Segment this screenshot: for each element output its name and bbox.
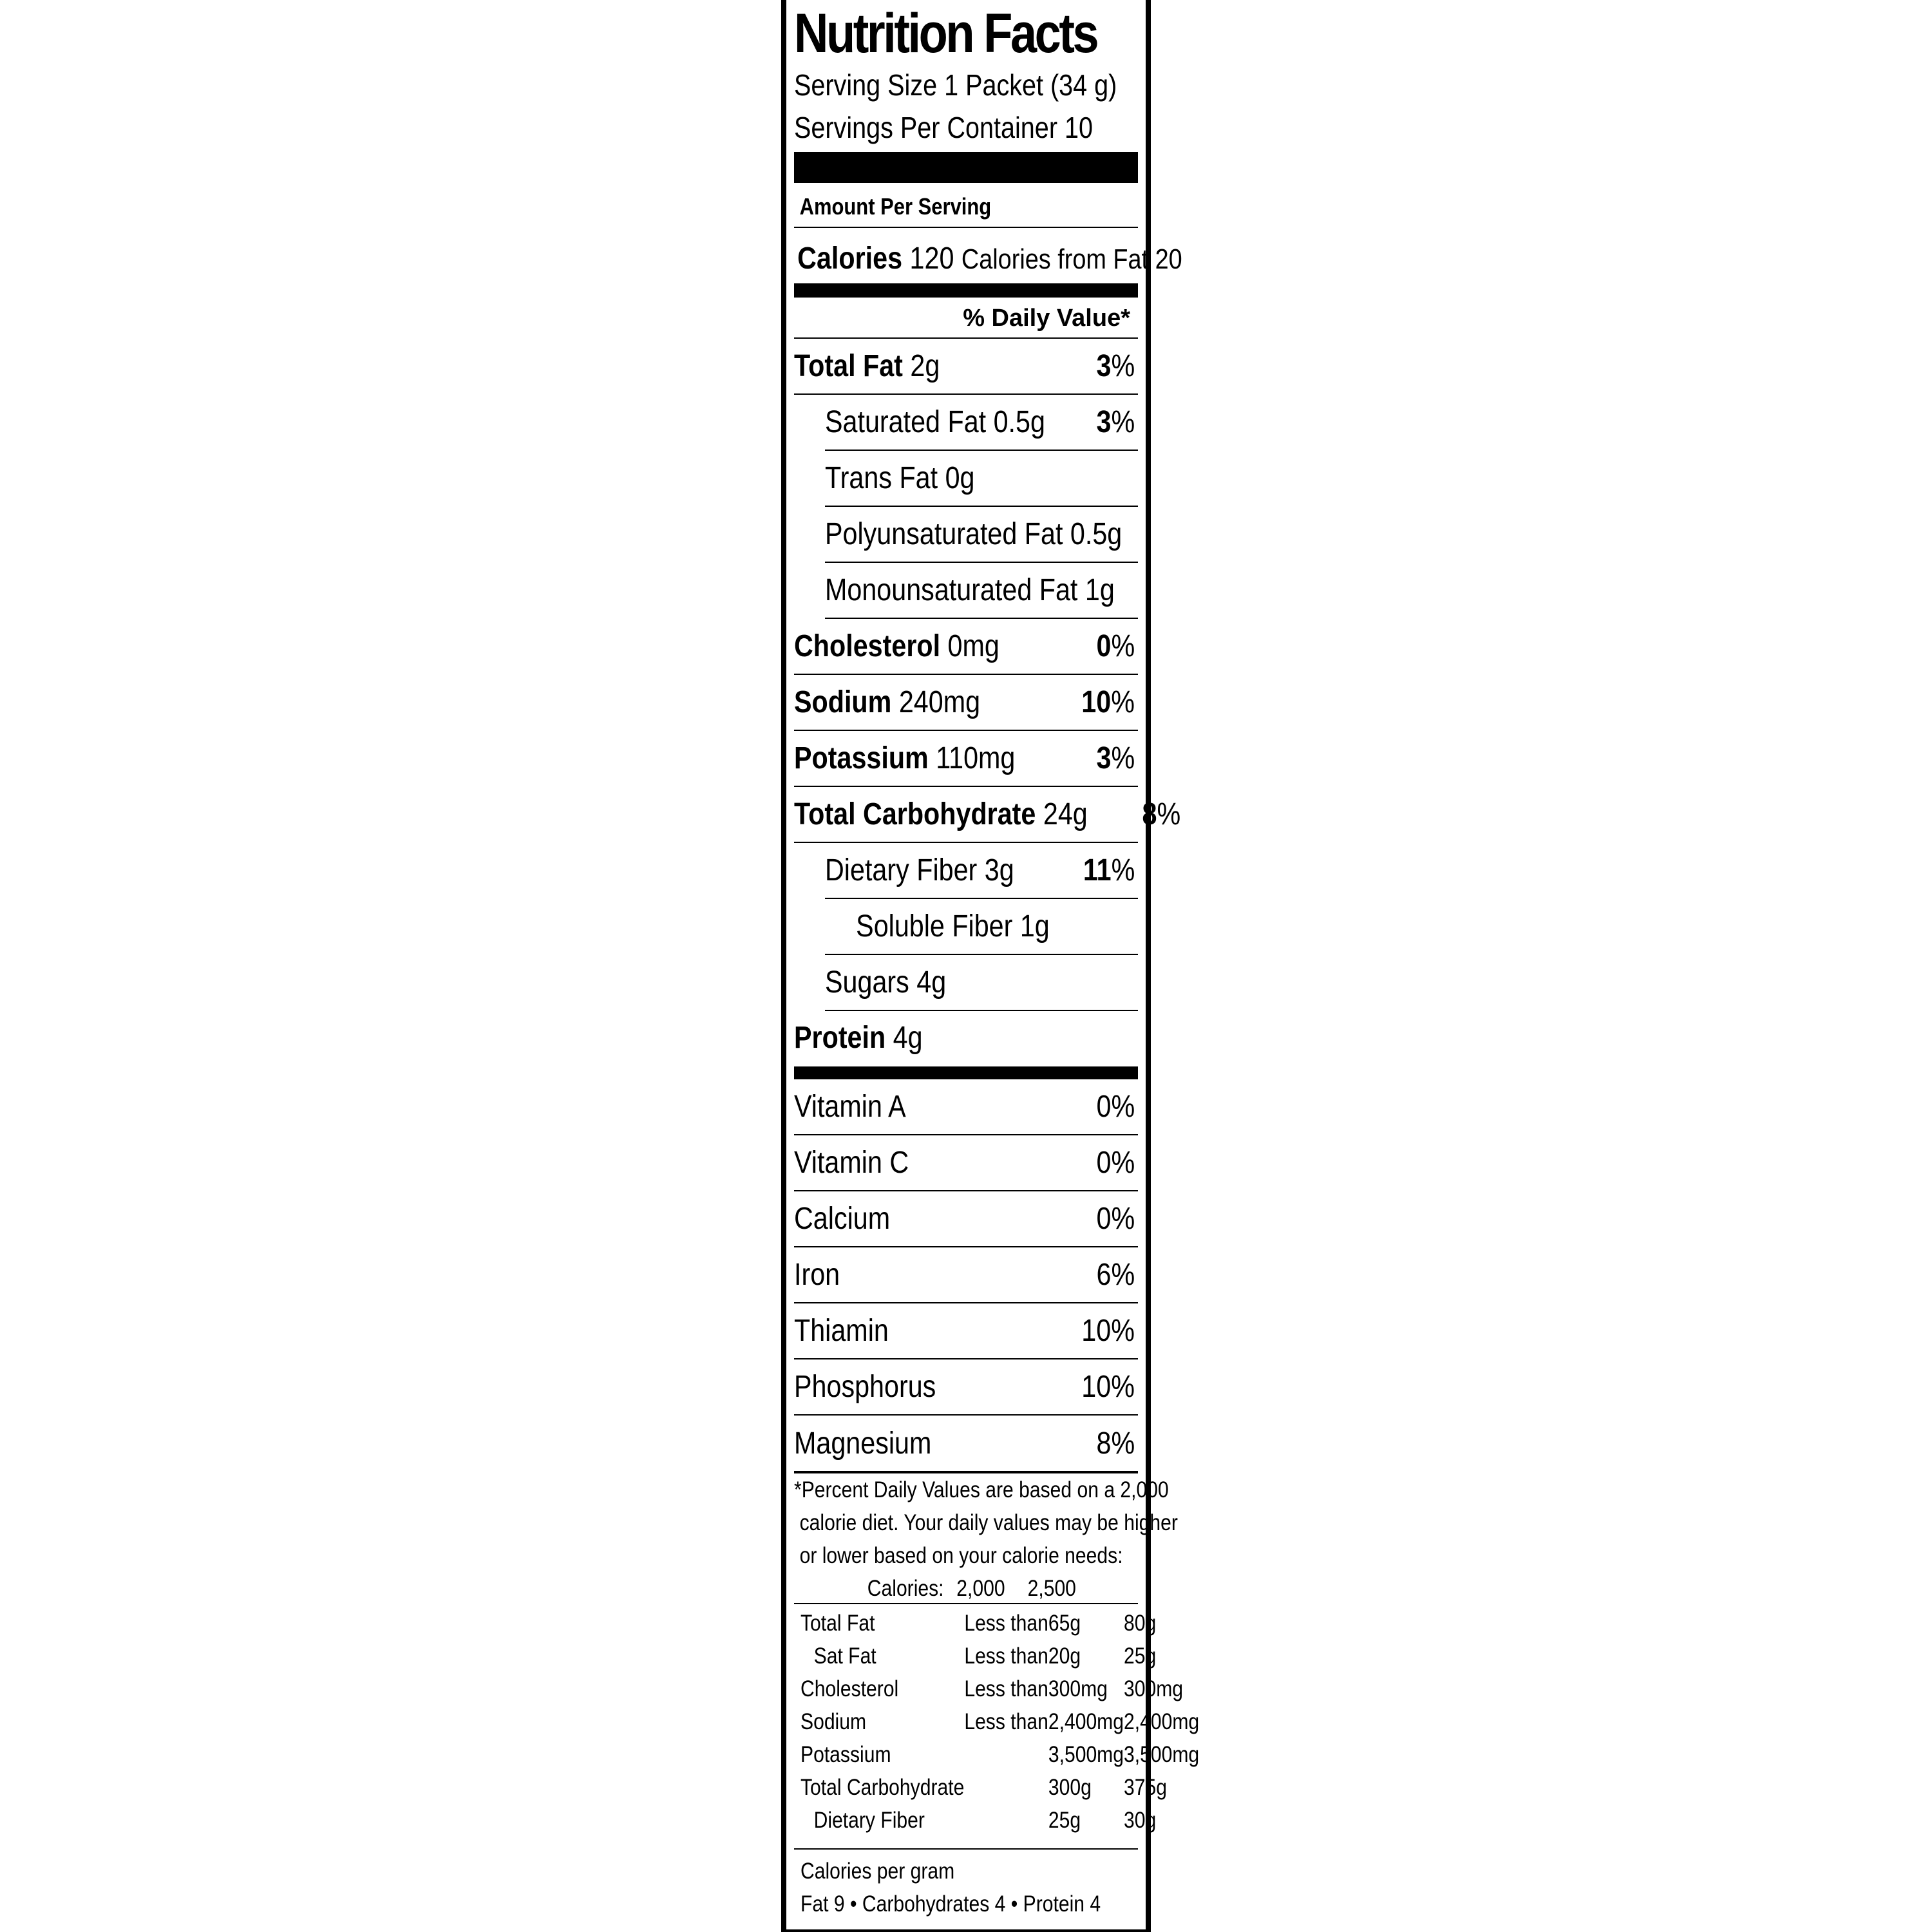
calories-value: 120 bbox=[909, 242, 954, 276]
vitamin-row-magnesium: Magnesium 8% bbox=[794, 1416, 1138, 1473]
nutrient-row-sodium: Sodium 240mg 10% bbox=[794, 675, 1138, 731]
vitamin-row-a: Vitamin A 0% bbox=[794, 1079, 1138, 1135]
nutrient-row-soluble-fiber: Soluble Fiber 1g bbox=[825, 899, 1138, 955]
daily-value-header: % Daily Value* bbox=[794, 299, 1138, 339]
nutrient-row-monounsaturated-fat: Monounsaturated Fat 1g bbox=[825, 563, 1138, 619]
dv-table-row: Cholesterol Less than 300mg 300mg bbox=[800, 1676, 1184, 1701]
nutrient-row-dietary-fiber: Dietary Fiber 3g 11% bbox=[825, 843, 1138, 899]
nutrient-row-cholesterol: Cholesterol 0mg 0% bbox=[794, 619, 1138, 675]
dv-table-row: Potassium 3,500mg 3,500mg bbox=[800, 1741, 1200, 1767]
dv-table-row: Total Fat Less than 65g 80g bbox=[800, 1610, 1157, 1636]
footnote-line-1: *Percent Daily Values are based on a 2,000 bbox=[794, 1477, 1169, 1502]
vitamin-row-iron: Iron 6% bbox=[794, 1247, 1138, 1303]
nutrient-row-trans-fat: Trans Fat 0g bbox=[825, 451, 1138, 507]
vitamin-row-phosphorus: Phosphorus 10% bbox=[794, 1359, 1138, 1416]
vitamins-divider bbox=[794, 1066, 1138, 1079]
dv-table-row: Sodium Less than 2,400mg 2,400mg bbox=[800, 1709, 1200, 1734]
nutrient-row-sugars: Sugars 4g bbox=[825, 955, 1138, 1011]
vitamins-list bbox=[794, 1079, 1138, 1473]
dv-table-row: Sat Fat Less than 20g 25g bbox=[813, 1643, 1157, 1669]
calories-per-gram-title: Calories per gram bbox=[800, 1859, 955, 1884]
calories-from-fat: Calories from Fat 20 bbox=[961, 243, 1182, 275]
calories-row bbox=[794, 240, 1182, 278]
label-title: Nutrition Facts bbox=[794, 3, 1097, 64]
calories-per-gram-breakdown: Fat 9 • Carbohydrates 4 • Protein 4 bbox=[800, 1891, 1101, 1917]
nutrient-row-protein: Protein 4g bbox=[794, 1020, 923, 1055]
daily-values-table bbox=[800, 1572, 1138, 1605]
footnote-line-2: calorie diet. Your daily values may be higher bbox=[799, 1510, 1178, 1535]
vitamin-row-c: Vitamin C 0% bbox=[794, 1135, 1138, 1191]
amount-per-serving: Amount Per Serving bbox=[794, 187, 1138, 228]
dv-table-row: Dietary Fiber 25g 30g bbox=[813, 1807, 1157, 1833]
nutrient-row-total-fat: Total Fat 2g 3% bbox=[794, 339, 1138, 395]
nutrient-row-polyunsaturated-fat: Polyunsaturated Fat 0.5g bbox=[825, 507, 1138, 563]
vitamin-row-calcium: Calcium 0% bbox=[794, 1191, 1138, 1247]
calories-per-gram-divider bbox=[794, 1848, 1138, 1850]
dv-table-header: Calories: 2,000 2,500 bbox=[867, 1575, 1076, 1601]
thick-divider bbox=[794, 152, 1138, 183]
nutrition-facts-label bbox=[781, 0, 1200, 1932]
nutrient-row-potassium: Potassium 110mg 3% bbox=[794, 731, 1138, 787]
vitamin-row-thiamin: Thiamin 10% bbox=[794, 1303, 1138, 1359]
footnote bbox=[794, 1473, 1178, 1572]
serving-size: Serving Size 1 Packet (34 g) bbox=[794, 68, 1117, 102]
nutrient-row-total-carbohydrate: Total Carbohydrate 24g 8% bbox=[794, 787, 1138, 843]
dv-table-divider bbox=[794, 1603, 1138, 1604]
servings-per-container: Servings Per Container 10 bbox=[794, 111, 1093, 144]
medium-divider bbox=[794, 283, 1138, 298]
nutrients-list bbox=[794, 339, 1181, 1064]
nutrient-row-saturated-fat: Saturated Fat 0.5g 3% bbox=[825, 395, 1138, 451]
dv-table-row: Total Carbohydrate 300g 375g bbox=[800, 1774, 1167, 1800]
daily-values-table-body bbox=[800, 1607, 1200, 1837]
footnote-line-3: or lower based on your calorie needs: bbox=[799, 1543, 1123, 1568]
calories-label: Calories bbox=[797, 242, 903, 276]
calories-per-gram bbox=[800, 1855, 1138, 1920]
